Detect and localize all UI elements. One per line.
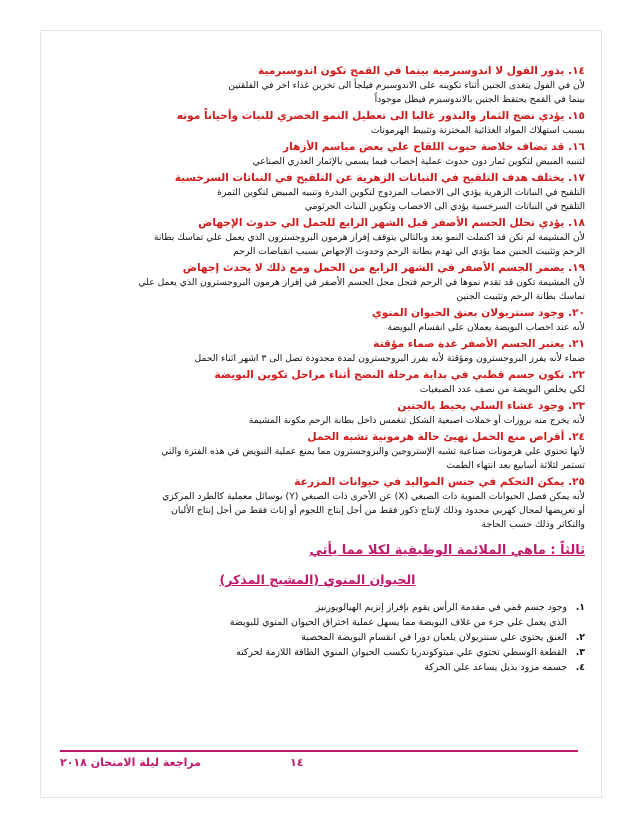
page-number: ١٤ <box>290 756 304 769</box>
question-heading: ٢١. يعتبر الجسم الأصفر غدة صماء مؤقتة <box>373 338 585 350</box>
list-item-number: ١. <box>575 602 585 613</box>
answer-line: لتنبيه المبيض لتكوين ثمار دون حدوث عملية إخصاب فيما يسمي بالإثمار العذري الصناعي <box>252 156 585 167</box>
content-area <box>50 64 585 675</box>
list-item-text: وجود جسم قمي في مقدمة الرأس يقوم بإفراز إنزيم الهيالويورنيز <box>315 602 567 613</box>
question-heading: ١٨. يؤدي تحلل الجسم الأصفر قبل الشهر الرابع للحمل الي حدوث الإجهاض <box>198 217 585 229</box>
question-item <box>50 216 585 259</box>
list-item <box>50 660 585 675</box>
question-item <box>50 306 585 335</box>
list-item-text: الذي يعمل علي جزء من غلاف البويضة مما يسهل عملية اختراق الحيوان المنوي للبويضة <box>229 617 567 628</box>
question-heading: ١٤. بذور الفول لا اندوسبرمية بينما في القمح تكون اندوسبرمية <box>258 65 585 77</box>
answer-line: بينما في القمح يحتفظ الجنين بالاندوسبرم فيظل موجوداً <box>374 94 585 105</box>
answer-line: صماء لأنه يفرز البروجسترون ومؤقتة لأنه يفرز البروجسترون لمدة محدودة تصل الى ٣ اشهر اثناء الحمل <box>194 353 585 364</box>
question-heading: ١٧. يختلف هدف التلقيح في النباتات الزهرية عن التلقيح في النباتات السرخسية <box>174 172 585 184</box>
question-list <box>50 64 585 532</box>
function-list <box>50 600 585 675</box>
sub-title: الحيوان المنوي (المشيج المذكر) <box>219 572 416 587</box>
list-item <box>50 645 585 660</box>
question-item <box>50 368 585 397</box>
list-item-text: القطعة الوسطي تحتوي علي ميتوكوندريا تكسب الحيوان المنوي الطاقة اللازمة لحركته <box>236 647 567 658</box>
answer-line: والتكاثر وذلك حسب الحاجة <box>481 519 585 530</box>
answer-line: لأن في الفول يتغذى الجنين أثناء تكوينه على الاندوسبرم فيلجأ الى تخزين غذاء اخر في الفلقتين <box>228 80 585 91</box>
answer-line: الرحم وتثبيت الجنين مما يؤدي الي تهدم بطانة الرحم وحدوث الإجهاض بسبب انقباضات الرحم <box>233 246 585 257</box>
question-heading: ٢٥. يمكن التحكم في جنس المواليد في حيوانات المزرعة <box>294 476 585 488</box>
footer-title: مراجعة ليلة الامتحان ٢٠١٨ <box>60 756 202 769</box>
answer-line: لأنها تحتوي علي هرمونات صناعية تشبه الإستروجين والبروجسترون مما يمنع عملية التبويض في هذه الفترة والتي <box>161 446 585 457</box>
question-heading: ٢٣. وجود غشاء السلي يحيط بالجنين <box>397 400 585 412</box>
list-item <box>50 615 585 630</box>
question-heading: ٢٤. أقراص منع الحمل تهيئ حالة هرمونية تشبه الحمل <box>307 431 585 443</box>
answer-line: أو تعريضها لمجال كهربي محدود وذلك لإنتاج ذكور فقط من أجل إنتاج اللحوم أو إناث فقط من أجل إنتاج الألبان <box>171 505 585 516</box>
list-item-text: العنق يحتوي علي سنتريولان يلعبان دورا في انقسام البويضة المخصبة <box>301 632 567 643</box>
question-item <box>50 109 585 138</box>
answer-line: تستمر لثلاثة أسابيع بعد انتهاء الطمث <box>446 460 585 471</box>
section-title: ثالثاً : ماهي الملائمة الوظيفية لكلا مما يأتي <box>309 543 585 558</box>
question-item <box>50 430 585 473</box>
answer-line: لأن المشيمة لم تكن قد اكتملت النمو بعد وبالتالي يتوقف إفراز هرمون البروجسترون الذي يعمل علي تماسك بطانة <box>153 232 585 243</box>
question-item <box>50 261 585 304</box>
answer-line: لأن المشيمة تكون قد تقدم نموها في الرحم فتحل محل الجسم الأصفر في إفراز هرمون البروجسترون الذي يعمل علي <box>138 277 585 288</box>
question-item <box>50 64 585 107</box>
answer-line: التلقيح في النباتات السرخسية يؤدي الى الاخصاب وتكوين النبات الجرثومي <box>304 201 585 212</box>
question-item <box>50 475 585 532</box>
list-item <box>50 600 585 615</box>
answer-line: لأنه يمكن فصل الحيوانات المنوية ذات الصبغي (X) عن الأخرى ذات الصبغي (Y) بوسائل معملية كالطرد المركزي <box>162 491 585 502</box>
list-item-text: جسمه مزود بذيل يساعد علي الحركة <box>424 662 567 673</box>
question-item <box>50 337 585 366</box>
list-item-number: ٢. <box>575 632 585 643</box>
page-footer <box>60 750 578 774</box>
question-heading: ٢٠. وجود سنتريولان بعنق الحيوان المنوي <box>371 307 585 319</box>
question-item <box>50 171 585 214</box>
question-item <box>50 399 585 428</box>
question-heading: ١٩. يضمر الجسم الأصفر في الشهر الرابع من الحمل ومع ذلك لا يحدث إجهاض <box>182 262 585 274</box>
answer-line: تماسك بطانة الرحم وتثبيت الجنين <box>456 291 585 302</box>
list-item <box>50 630 585 645</box>
question-heading: ٢٢. تكون جسم قطبي في بداية مرحلة النضج أثناء مراحل تكوين البويضة <box>214 369 585 381</box>
question-item <box>50 140 585 169</box>
answer-line: لكي يخلص البويضة من نصف عدد الصبغيات <box>419 384 585 395</box>
question-heading: ١٦. قد تضاف خلاصة حبوب اللقاح علي بعض مياسم الأزهار <box>283 141 585 153</box>
answer-line: لأنه عند اخصاب البويضة يعملان على انقسام البويضة <box>387 322 585 333</box>
list-item-number: ٣. <box>575 647 585 658</box>
answer-line: التلقيح في النباتات الزهرية يؤدي الى الاخصاب المزدوج لتكوين البذرة وتنبيه المبيض لتكوين الثمرة <box>217 187 585 198</box>
question-heading: ١٥. يؤدي نضج الثمار والبذور غالبا الى تعطيل النمو الخضري للنبات وأحياناً موته <box>176 110 585 122</box>
answer-line: لأنه يخرج منه بروزات أو خملات اصبعية الشكل تنغمس داخل بطانة الرحم مكونة المشيمة <box>248 415 585 426</box>
list-item-number: ٤. <box>575 662 585 673</box>
answer-line: بسبب استهلاك المواد الغذائية المختزنة وتثبيط الهرمونات <box>370 125 585 136</box>
